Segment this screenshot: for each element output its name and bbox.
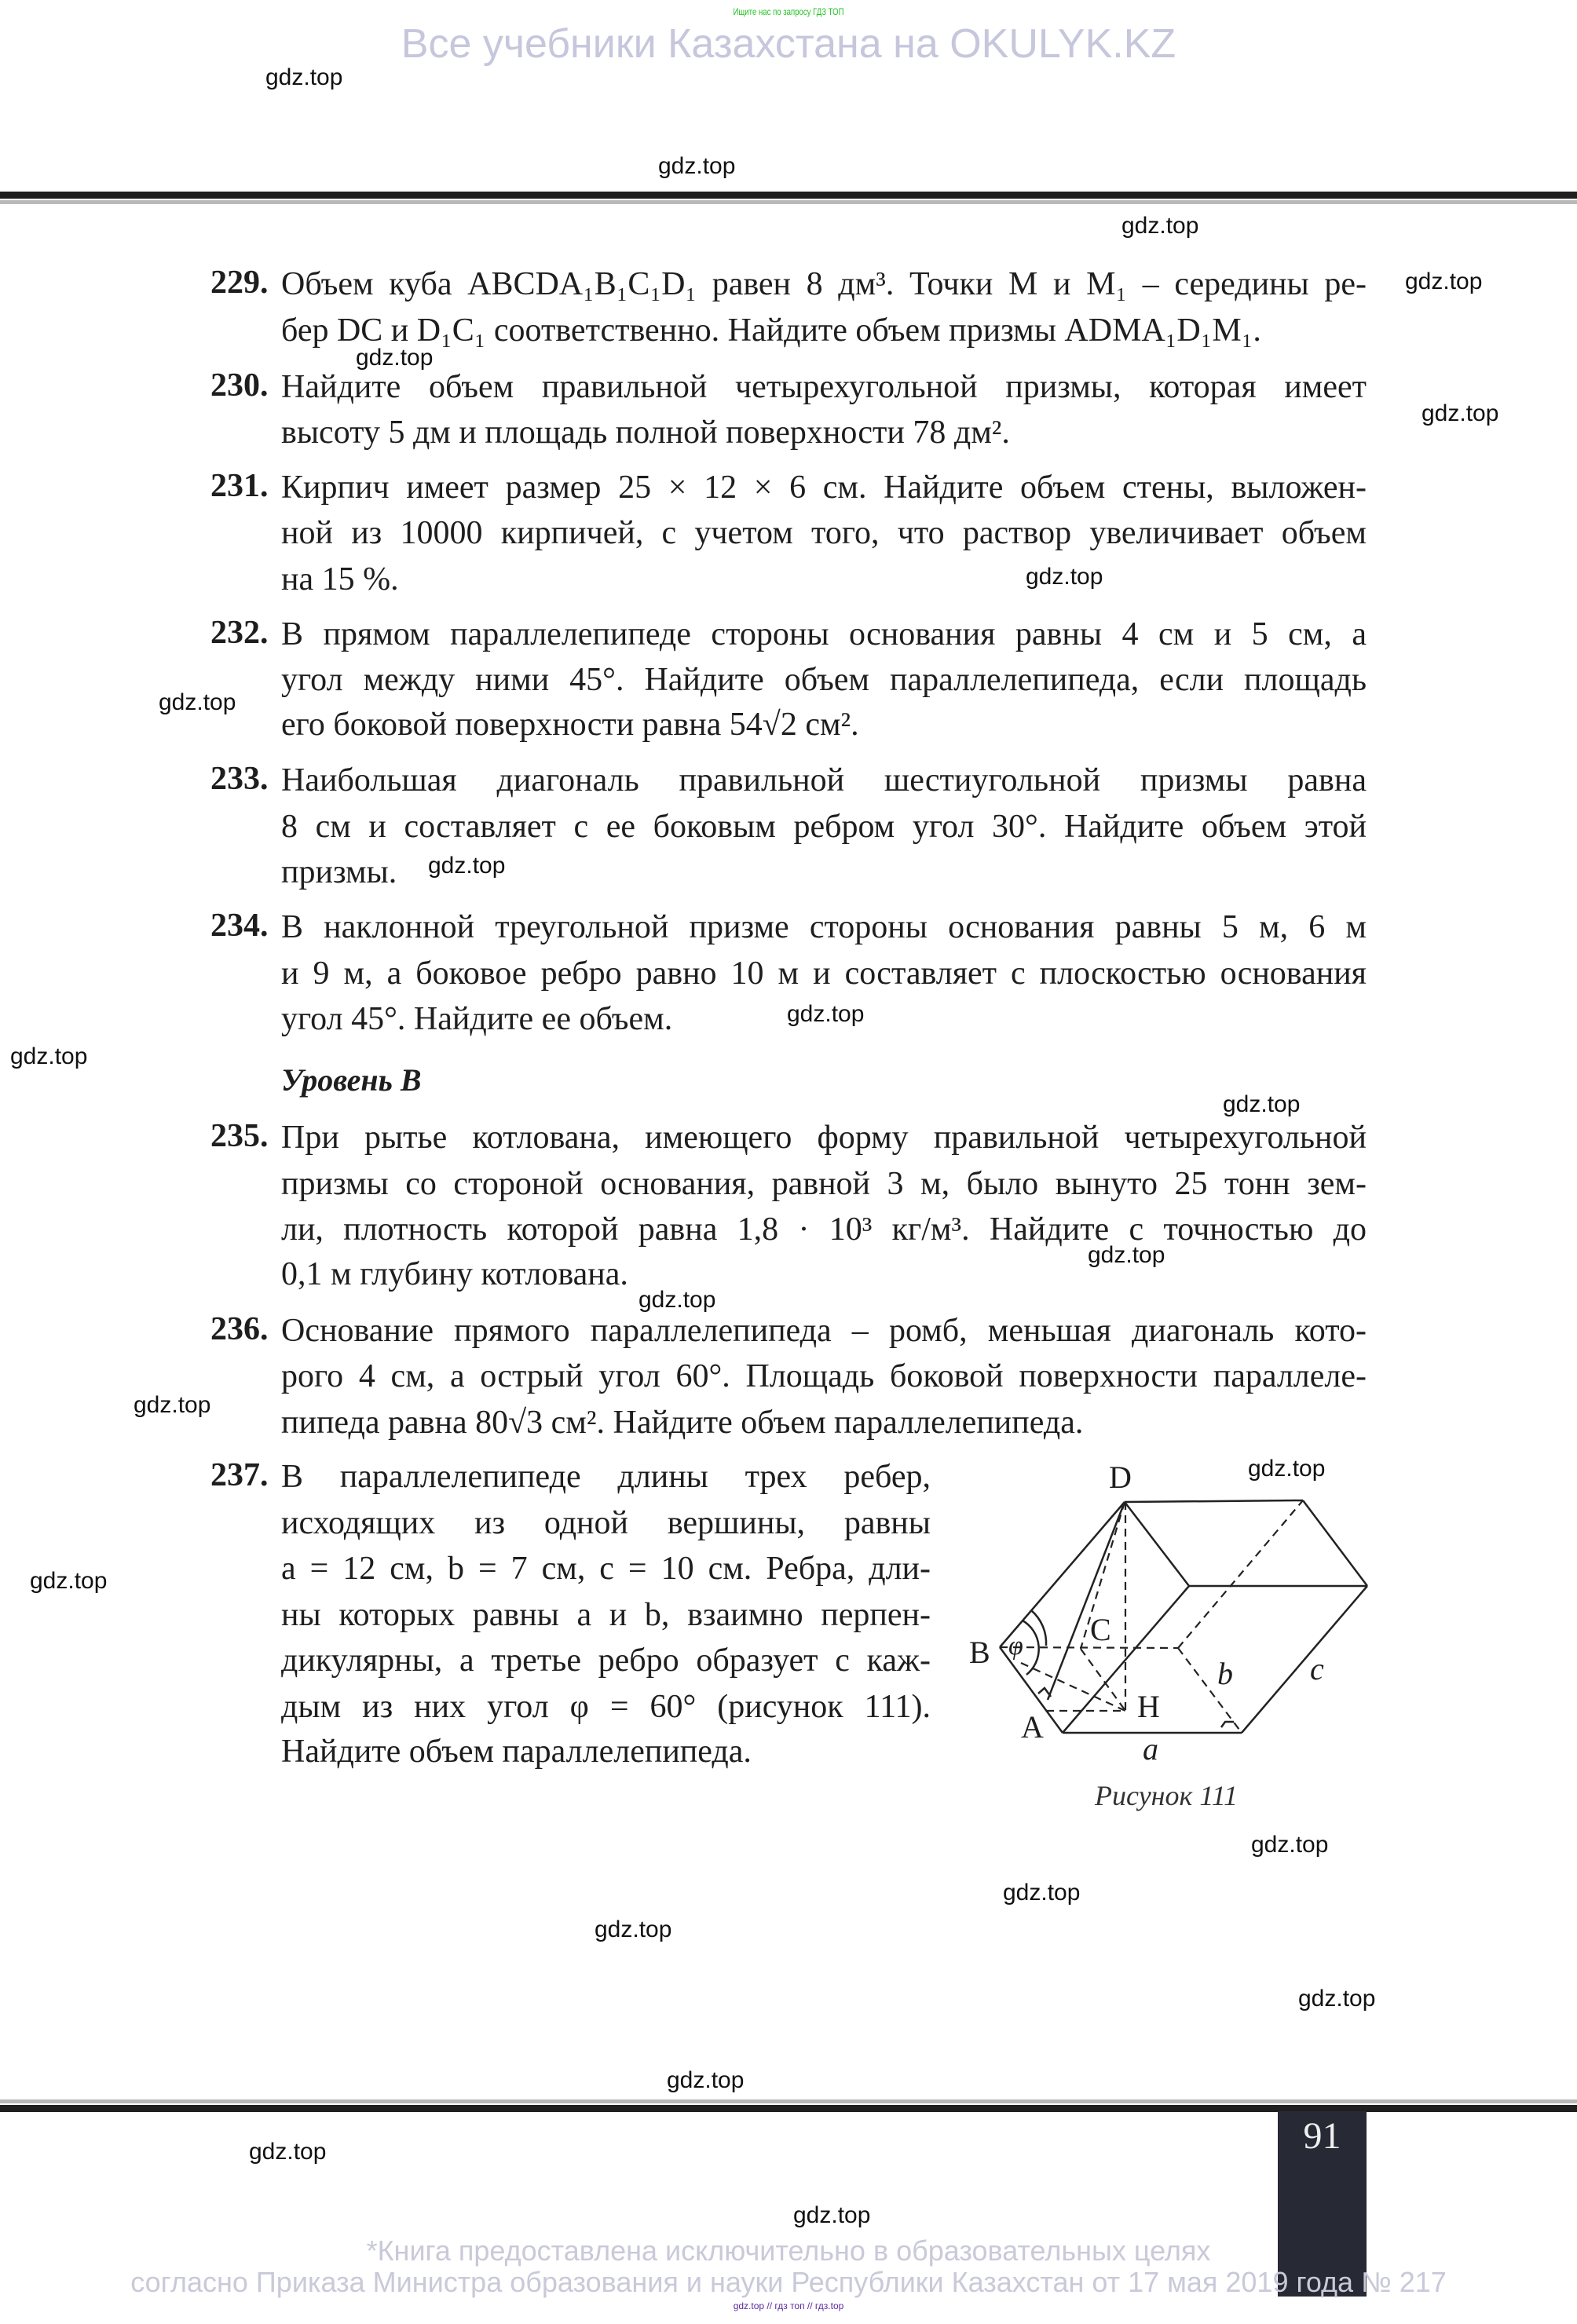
watermark-gdz-top[interactable]: gdz.top [249, 2139, 327, 2165]
problem-number: 230. [210, 367, 269, 404]
watermark-gdz-top[interactable]: gdz.top [793, 2202, 871, 2228]
watermark-gdz-top[interactable]: gdz.top [1405, 269, 1483, 294]
parallelepiped-diagram [942, 1445, 1414, 1790]
label-b: b [1217, 1656, 1233, 1691]
problem-text-line: угол 45°. Найдите ее объем. [281, 1001, 673, 1037]
label-B: B [969, 1635, 990, 1670]
watermark-gdz-top[interactable]: gdz.top [1421, 400, 1499, 426]
problem-text-line: призмы со стороной основания, равной 3 м, было вынуто 25 тонн зем- [281, 1166, 1367, 1202]
watermark-gdz-top[interactable]: gdz.top [787, 1001, 865, 1027]
hidden-segment [1081, 1649, 1125, 1711]
problem-text-line: ной из 10000 кирпичей, с учетом того, что раствор увеличивает объем [281, 515, 1367, 551]
problem-text-line: Наибольшая диагональ правильной шестиугольной призмы равна [281, 762, 1367, 798]
label-c: c [1310, 1651, 1324, 1686]
label-D: D [1109, 1460, 1132, 1495]
problem-text-line: 8 см и составляет с ее боковым ребром угол 30°. Найдите объем этой [281, 809, 1367, 845]
watermark-gdz-top[interactable]: gdz.top [30, 1568, 108, 1594]
problem-text-line: Объем куба ABCDA₁B₁C₁D₁ равен 8 дм³. Точки M и M₁ – середины ре- [281, 266, 1367, 302]
top-rule-light [0, 200, 1577, 204]
label-A: A [1021, 1709, 1044, 1745]
label-H: H [1137, 1689, 1160, 1724]
problem-number: 229. [210, 265, 269, 301]
watermark-gdz-top[interactable]: gdz.top [428, 853, 506, 879]
problem-text-line: 0,1 м глубину котлована. [281, 1256, 628, 1292]
edge [1303, 1500, 1367, 1586]
problem-text-line: дикулярны, а третье ребро образует с каж- [281, 1643, 931, 1679]
watermark-gdz-top[interactable]: gdz.top [159, 689, 236, 715]
problem-text-line: При рытье котлована, имеющего форму правильной четырехугольной [281, 1120, 1367, 1156]
problem-text-line: В параллелепипеде длины трех ребер, [281, 1459, 931, 1495]
figure-111 [942, 1445, 1414, 1794]
problem-number: 237. [210, 1457, 269, 1493]
watermark-gdz-top[interactable]: gdz.top [595, 1917, 672, 1942]
watermark-gdz-top[interactable]: gdz.top [10, 1043, 88, 1069]
watermark-gdz-top[interactable]: gdz.top [134, 1392, 211, 1418]
problem-text-line: и 9 м, а боковое ребро равно 10 м и составляет с плоскостью основания [281, 956, 1367, 992]
edge [1063, 1586, 1189, 1733]
problem-text-line: Найдите объем параллелепипеда. [281, 1734, 752, 1770]
problem-number: 232. [210, 615, 269, 651]
problem-number: 231. [210, 468, 269, 504]
problem-number: 233. [210, 761, 269, 797]
hidden-segment [1021, 1663, 1125, 1711]
edge [1048, 1502, 1125, 1700]
problem-text-line: высоту 5 дм и площадь полной поверхности 78 дм². [281, 415, 1010, 451]
footer-disclaimer-line1: *Книга предоставлена исключительно в образовательных целях [366, 2234, 1211, 2267]
level-heading: Уровень B [281, 1062, 422, 1098]
watermark-gdz-top[interactable]: gdz.top [658, 153, 736, 179]
problem-text-line: на 15 %. [281, 561, 399, 597]
watermark-gdz-top[interactable]: gdz.top [1088, 1242, 1165, 1268]
problem-number: 234. [210, 908, 269, 944]
problem-text-line: ли, плотность которой равна 1,8 · 10³ кг/м³. Найдите с точностью до [281, 1211, 1367, 1248]
top-rule [0, 192, 1577, 199]
problem-text-line: Найдите объем правильной четырехугольной призмы, которая имеет [281, 369, 1367, 405]
problem-text-line: дым из них угол φ = 60° (рисунок 111). [281, 1689, 931, 1725]
watermark-gdz-top[interactable]: gdz.top [1298, 1986, 1376, 2012]
footer-links[interactable]: gdz.top // гдз топ // гдз.top [733, 2300, 844, 2311]
watermark-gdz-top[interactable]: gdz.top [1026, 564, 1103, 590]
bottom-rule-light [0, 2099, 1577, 2103]
footer-disclaimer-line2: согласно Приказа Министра образования и науки Республики Казахстан от 17 мая 2019 года № 217 [130, 2266, 1447, 2298]
problem-text-line: исходящих из одной вершины, равны [281, 1505, 931, 1541]
problem-text-line: a = 12 см, b = 7 см, c = 10 см. Ребра, дли- [281, 1551, 931, 1587]
problem-text-line: В прямом параллелепипеде стороны основания равны 4 см и 5 см, а [281, 616, 1367, 652]
problem-text-line: угол между ними 45°. Найдите объем параллелепипеда, если площадь [281, 662, 1367, 698]
label-a: a [1143, 1731, 1158, 1767]
problem-text-line: пипеда равна 80√3 см². Найдите объем параллелепипеда. [281, 1405, 1084, 1441]
watermark-gdz-top[interactable]: gdz.top [356, 345, 434, 371]
hidden-edge [1178, 1500, 1303, 1648]
problem-number: 236. [210, 1311, 269, 1347]
label-phi: φ [1008, 1632, 1023, 1661]
watermark-gdz-top[interactable]: gdz.top [1248, 1456, 1326, 1482]
edge [1125, 1500, 1303, 1502]
right-angle-mark [1221, 1722, 1234, 1727]
label-C: C [1090, 1612, 1111, 1647]
edge [1125, 1502, 1189, 1586]
problem-text-line: призмы. [281, 854, 397, 890]
edge [1242, 1586, 1367, 1733]
watermark-gdz-top[interactable]: gdz.top [667, 2067, 745, 2093]
problem-text-line: бер DC и D₁C₁ соответственно. Найдите объем призмы ADMA₁D₁M₁. [281, 312, 1261, 349]
watermark-gdz-top[interactable]: gdz.top [638, 1287, 716, 1313]
problem-number: 235. [210, 1118, 269, 1154]
search-note: Ищите нас по запросу ГДЗ ТОП [733, 6, 844, 17]
watermark-gdz-top[interactable]: gdz.top [1223, 1091, 1301, 1117]
right-angle-mark [1038, 1688, 1051, 1697]
figure-caption: Рисунок 111 [1094, 1780, 1239, 1811]
page-number: 91 [1303, 2115, 1341, 2157]
site-title[interactable]: Все учебники Казахстана на OKULYK.KZ [401, 21, 1176, 67]
problem-text-line: Кирпич имеет размер 25 × 12 × 6 см. Найдите объем стены, выложен- [281, 470, 1367, 506]
watermark-gdz-top[interactable]: gdz.top [1251, 1832, 1329, 1858]
problem-text-line: Основание прямого параллелепипеда – ромб, меньшая диагональ кото- [281, 1313, 1367, 1349]
watermark-gdz-top[interactable]: gdz.top [1003, 1880, 1081, 1906]
problem-text-line: его боковой поверхности равна 54√2 см². [281, 707, 859, 743]
problem-text-line: ны которых равны a и b, взаимно перпен- [281, 1597, 931, 1633]
problem-text-line: рого 4 см, а острый угол 60°. Площадь боковой поверхности параллеле- [281, 1358, 1367, 1394]
problem-text-line: В наклонной треугольной призме стороны основания равны 5 м, 6 м [281, 909, 1367, 945]
watermark-gdz-top[interactable]: gdz.top [1121, 213, 1199, 239]
hidden-edge [1000, 1647, 1178, 1648]
watermark-gdz-top[interactable]: gdz.top [265, 64, 343, 90]
